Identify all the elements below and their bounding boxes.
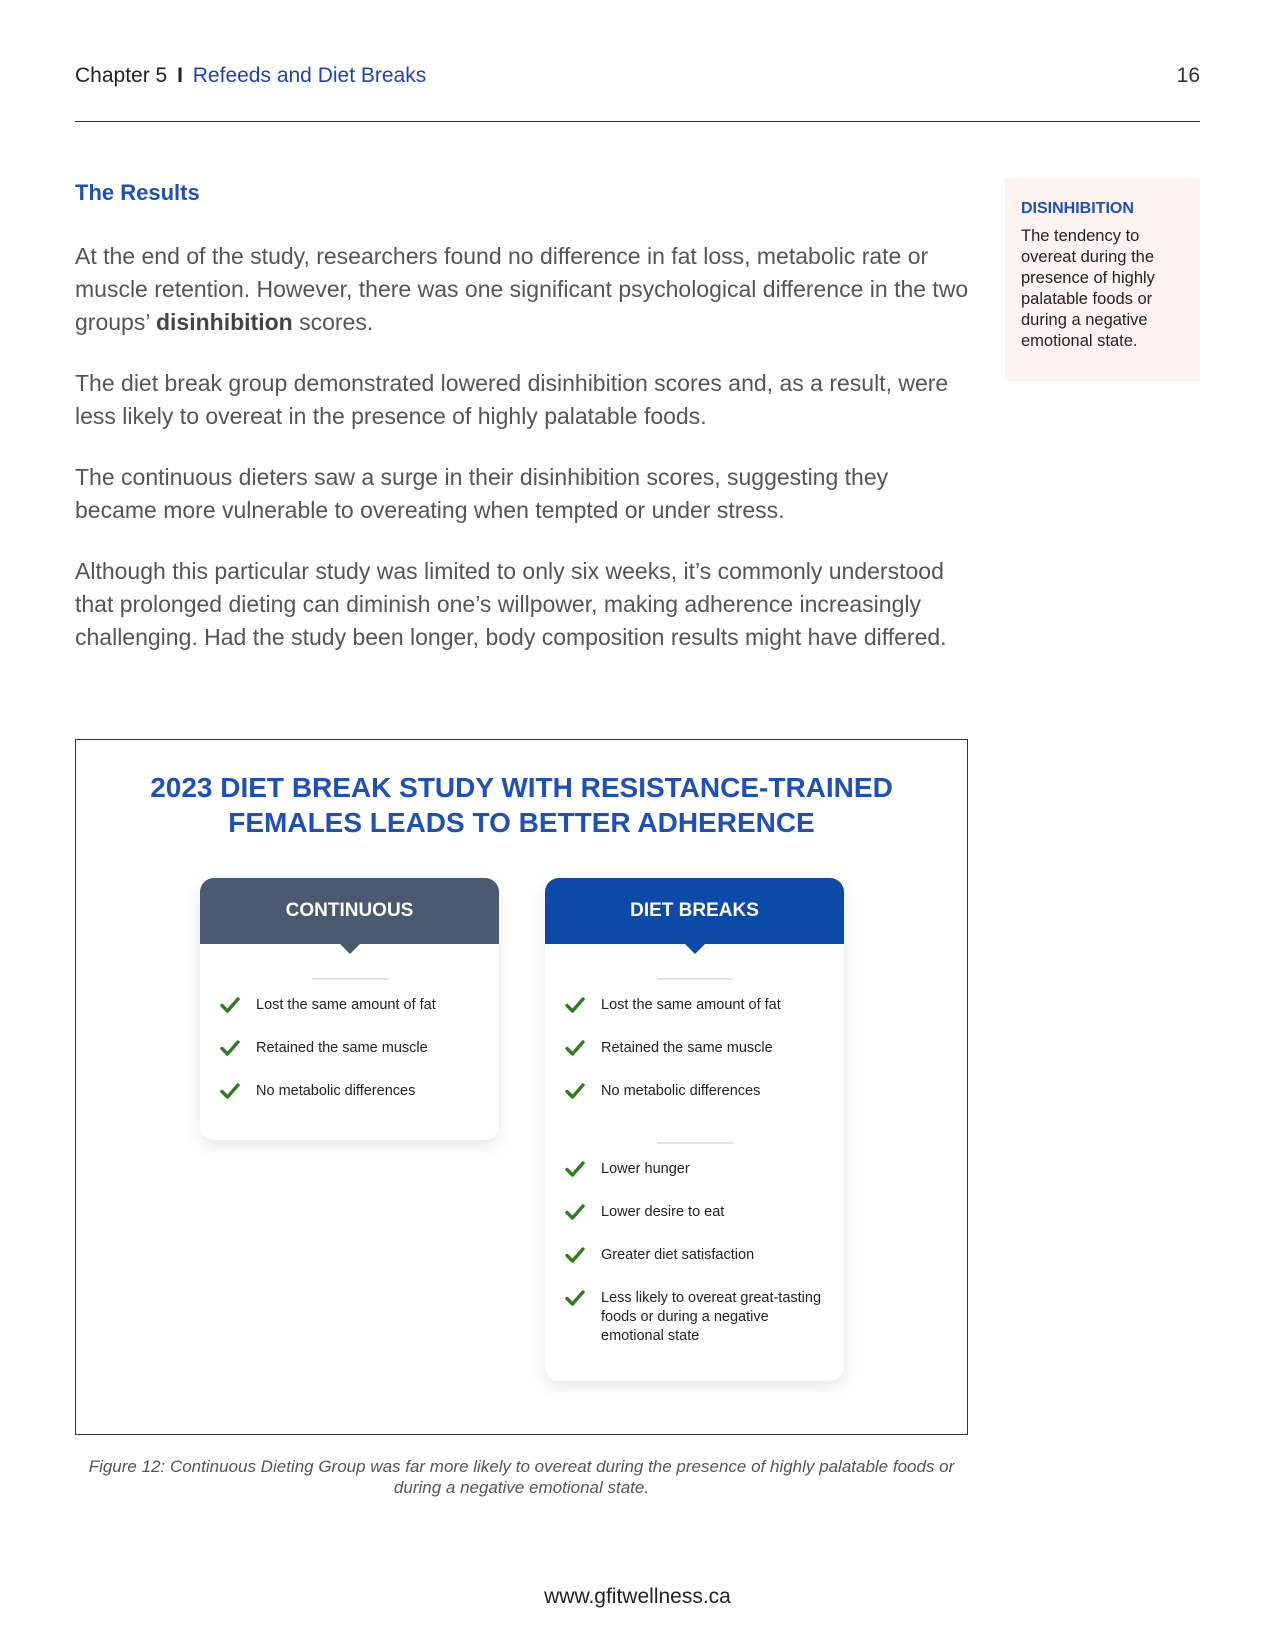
card-divider [657,1142,733,1144]
figure-title-line-2: FEMALES LEADS TO BETTER ADHERENCE [228,807,815,838]
footer-url: www.gfitwellness.ca [544,1585,731,1608]
header-pointer [685,944,705,954]
paragraph-3: The continuous dieters saw a surge in their disinhibition scores, suggesting they became more vulnerable to overeating when tempted or under stress. [75,464,889,523]
header-pointer [340,944,360,954]
checklist-item-text: Lower hunger [601,1161,690,1177]
sidebar-definition: The tendency to overeat during the presence of highly palatable foods or during a negative emotional state. [1021,227,1155,350]
card-divider [312,978,388,980]
checklist-item-text: Lower desire to eat [601,1204,725,1220]
header-separator: I [177,64,183,87]
paragraph-1 [75,240,970,339]
card-divider [657,978,733,980]
checklist-item-text: Retained the same muscle [256,1040,428,1056]
definition-sidebar [1005,178,1200,381]
chapter-number: Chapter 5 [75,64,168,87]
figure-title-line-1: 2023 DIET BREAK STUDY WITH RESISTANCE-TRAINED [150,772,893,803]
checklist-item-text: No metabolic differences [601,1083,761,1099]
page-header [75,60,1200,90]
figure-title [76,770,967,840]
chapter-breadcrumb [75,64,426,88]
continuous-card-header [200,878,499,944]
continuous-card [200,878,499,1140]
figure-panel [75,739,968,1435]
continuous-card-label: CONTINUOUS [285,900,414,921]
diet-breaks-card-label: DIET BREAKS [630,900,759,921]
checkmark-icon [565,996,585,1014]
section-heading: The Results [75,180,200,205]
checkmark-icon [565,1039,585,1057]
checklist-item-text: Lost the same amount of fat [601,997,781,1013]
paragraph-1-end: scores. [292,309,374,335]
checkmark-icon [565,1203,585,1221]
checkmark-icon [220,1082,240,1100]
checklist-item-text: Retained the same muscle [601,1040,773,1056]
figure-caption: Figure 12: Continuous Dieting Group was far more likely to overeat during the presence of highly palatable foods or during a negative emotional state. [88,1457,955,1497]
page-number: 16 [1176,64,1200,87]
checkmark-icon [220,1039,240,1057]
checkmark-icon [565,1289,585,1307]
paragraph-2: The diet break group demonstrated lowered disinhibition scores and, as a result, were less likely to overeat in the presence of highly palatable foods. [75,370,949,429]
checkmark-icon [565,1082,585,1100]
sidebar-term: DISINHIBITION [1021,200,1134,217]
header-divider [75,121,1200,122]
checkmark-icon [565,1160,585,1178]
checkmark-icon [220,996,240,1014]
checklist-item-text: Greater diet satisfaction [601,1247,755,1263]
diet-breaks-card [545,878,844,1381]
checkmark-icon [565,1246,585,1264]
checklist-item-text: Less likely to overeat great-tasting foods or during a negative emotional state [601,1290,822,1344]
checklist-item-text: Lost the same amount of fat [256,997,436,1013]
paragraph-1-text: At the end of the study, researchers found no difference in fat loss, metabolic rate or muscle retention. However, there was one significant psychological difference in the two groups’ [75,243,969,335]
checklist-item-text: No metabolic differences [256,1083,416,1099]
term-highlight: disinhibition [155,309,293,335]
chapter-title: Refeeds and Diet Breaks [192,64,427,87]
diet-breaks-card-header [545,878,844,944]
paragraph-4: Although this particular study was limited to only six weeks, it’s commonly understood that prolonged dieting can diminish one’s willpower, making adherence increasingly challenging. Had the study been longer, body composition results might have differed. [75,558,947,650]
